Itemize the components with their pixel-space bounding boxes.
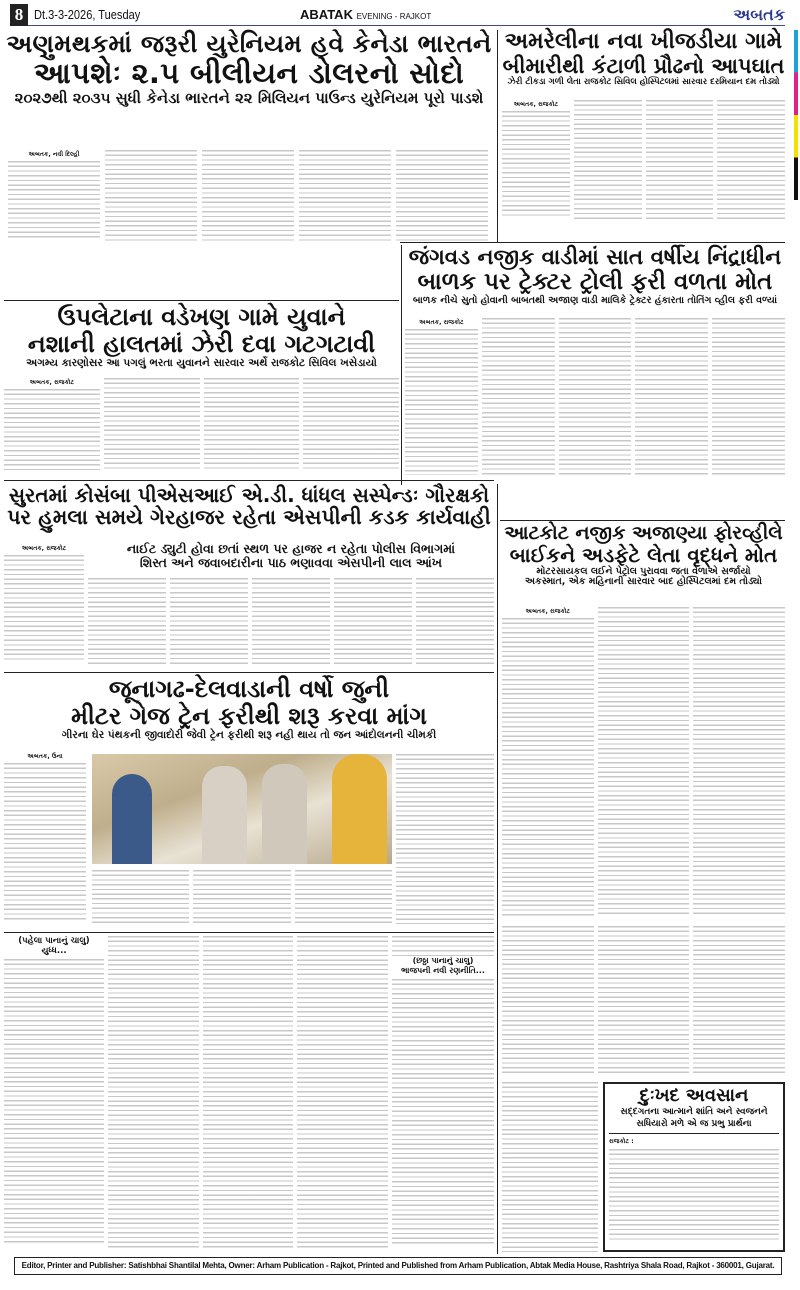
photo-person	[112, 774, 152, 864]
column-text	[297, 936, 388, 1251]
column-text	[8, 161, 100, 241]
byline: અબતક, રાજકોટ	[513, 101, 559, 108]
column-text	[170, 578, 248, 664]
obituary-text	[609, 1149, 779, 1241]
section-rule	[4, 932, 494, 933]
column-text	[4, 389, 100, 471]
byline: અબતક, રાજકોટ	[419, 319, 464, 326]
subheadline: બાળક નીચે સુતો હોવાની બાબતથી અજાણ વાડી માલિકે ટ્રેક્ટર હંકારતા તોતિંગ વ્હીલ ફરી વળ્યાં	[412, 294, 778, 306]
byline: અબતક, રાજકોટ	[21, 545, 67, 552]
headline: પર હુમલા સમયે ગેરહાજર રહેતા એસપીની કડક કાર્યવાહી	[7, 505, 491, 530]
section-rule	[4, 672, 494, 673]
column-text	[204, 378, 300, 472]
headline: મીટર ગેજ ટ્રેન ફરીથી શરૂ કરવા માંગ	[71, 701, 427, 730]
column-text	[88, 578, 166, 664]
continued-title: યુધ્ધ...	[41, 946, 67, 956]
headline: આટકોટ નજીક અજાણ્યા ફોરવ્હીલે	[504, 522, 783, 544]
article-uranium	[4, 30, 494, 245]
column-text	[203, 936, 294, 1251]
column-text	[334, 578, 412, 664]
headline: જૂનાગઢ-દેલવાડાની વર્ષો જુની	[108, 675, 390, 703]
column-text	[396, 150, 488, 242]
page-header	[10, 4, 785, 26]
column-text	[4, 763, 86, 921]
section-rule	[4, 480, 494, 481]
continued-bjp	[392, 936, 494, 1251]
headline: બીમારીથી કંટાળી પ્રૌઢનો આપઘાત	[502, 53, 785, 78]
byline: રાજકોટ :	[609, 1138, 634, 1146]
column-text	[717, 100, 785, 220]
column-text	[193, 870, 290, 924]
masthead-title: ABATAK	[300, 7, 353, 22]
column-rule	[497, 30, 498, 242]
column-text	[252, 578, 330, 664]
continued-war	[4, 936, 104, 1251]
headline: સુરતમાં કોસંબા પીએસઆઈ એ.ડી. ધાંધલ સસ્પેન્ડઃ ગૌરક્ષકો	[8, 483, 490, 507]
subheadline: મોટરસાયકલ લઈને પેટ્રોલ પુરાવવા જતા વેળાએ સર્જાયો	[536, 565, 751, 577]
column-text	[502, 926, 594, 1076]
column-text	[712, 318, 785, 476]
column-rule	[497, 484, 498, 1254]
imprint-footer: Editor, Printer and Publisher: Satishbhai Shantilal Mehta, Owner: Arham Publication - Rajkot, Printed and Published from Arham Publication, Abtak Media House, Rashtriya Shala Road, Rajkot - 360001, Gujarat.	[14, 1257, 782, 1275]
obituary-line: સદ્દગતના આત્માને શાંતિ અને સ્વજનને	[620, 1107, 768, 1118]
article-atkot	[502, 523, 785, 923]
headline: ઉપલેટાના વડેખણ ગામે યુવાને	[57, 303, 346, 331]
article-amreli	[502, 30, 785, 225]
continued-tag: (છઠ્ઠા પાનાનું ચાલુ)	[412, 956, 474, 965]
byline: અબતક, ઉના	[27, 753, 63, 760]
column-text	[4, 555, 84, 660]
section-rule	[400, 242, 785, 243]
continued-tag: (પહેલા પાનાનું ચાલુ)	[18, 936, 90, 946]
issue-date: Dt.3-3-2026, Tuesday	[34, 7, 141, 22]
column-text	[105, 150, 197, 242]
section-rule	[4, 300, 399, 301]
headline: અણુમથકમાં જરૂરી યુરેનિયમ હવે કેનેડા ભારતને	[6, 29, 492, 58]
byline: અબતક, રાજકોટ	[525, 608, 571, 615]
column-text	[396, 754, 494, 924]
column-text	[598, 607, 690, 917]
byline: અબતક, નવી દિલ્હી	[28, 151, 80, 158]
column-text	[108, 936, 199, 1251]
byline: અબતક, રાજકોટ	[29, 379, 75, 386]
column-text	[693, 926, 785, 1076]
page-number: 8	[10, 4, 28, 26]
obituary-box	[603, 1082, 785, 1252]
column-text	[574, 100, 642, 220]
column-text	[502, 111, 570, 219]
subheadline: શિસ્ત અને જવાબદારીના પાઠ ભણાવવા એસપીની લાલ આંખ	[139, 555, 443, 570]
continued-title: ભાજપની નવી રણનીતિ...	[401, 966, 485, 975]
column-text	[392, 936, 494, 956]
column-text	[92, 870, 189, 924]
column-rule	[401, 245, 402, 485]
masthead	[300, 7, 431, 22]
column-text	[559, 318, 632, 476]
column-text	[392, 979, 494, 1247]
photo-person	[202, 766, 247, 864]
photo-person	[262, 764, 307, 864]
subheadline: ૨૦૨૭થી ૨૦૩૫ સુધી કેનેડા ભારતને ૨૨ મિલિયન પાઉન્ડ યુરેનિયમ પૂરો પાડશે	[14, 88, 484, 107]
divider	[609, 1133, 779, 1134]
column-text	[104, 378, 200, 472]
subheadline: અકસ્માત, એક મહિનાની સારવાર બાદ હોસ્પિટલમાં દમ તોડ્યો	[525, 576, 762, 588]
column-text	[295, 870, 392, 924]
column-text	[646, 100, 714, 220]
headline: બાઈકને અડફેટે લેતા વૃદ્ધને મોત	[509, 543, 778, 568]
newspaper-logo: અબતક	[733, 5, 785, 24]
masthead-sub: EVENING - RAJKOT	[356, 12, 432, 21]
column-text	[502, 1082, 598, 1252]
subheadline: ગીરના ઘેર પંથકની જીવાદોરી જેવી ટ્રેન ફરીથી શરૂ નહી થાય તો જન આંદોલનની ચીમકી	[61, 728, 437, 741]
article-upleta	[4, 304, 399, 474]
section-rule	[500, 520, 785, 521]
article-junagadh	[4, 676, 494, 926]
color-registration-mark	[794, 30, 798, 200]
column-text	[482, 318, 555, 476]
obituary-line: સધિયારો મળે એ જ પ્રભુ પ્રાર્થના	[636, 1119, 752, 1130]
column-text	[303, 378, 399, 472]
subheadline: અગમ્ય કારણોસર આ પગલું ભરતા યુવાનને સારવાર અર્થે રાજકોટ સિવિલ ખસેડાયો	[26, 356, 377, 369]
column-text	[598, 926, 690, 1076]
photo-person	[332, 754, 387, 864]
headline: આપશેઃ ૨.૫ બીલીયન ડોલરનો સોદો	[33, 56, 465, 91]
headline: અમરેલીના નવા ખીજડીયા ગામે	[504, 29, 783, 54]
column-text	[4, 959, 104, 1245]
column-text	[202, 150, 294, 242]
headline: બાળક પર ટ્રેક્ટર ટ્રોલી ફરી વળતા મોત	[417, 269, 773, 296]
subheadline: નાઈટ ડ્યુટી હોવા છતાં સ્થળ પર હાજર ન રહેતા પોલીસ વિભાગમાં	[126, 541, 456, 556]
column-text	[299, 150, 391, 242]
column-text	[416, 578, 494, 664]
news-photo	[92, 754, 392, 864]
article-surat	[4, 484, 494, 669]
column-text	[635, 318, 708, 476]
headline: જંગવડ નજીક વાડીમાં સાત વર્ષીય નિંદ્રાધીન	[408, 245, 782, 270]
column-text	[502, 618, 594, 916]
column-text	[693, 607, 785, 917]
headline: નશાની હાલતમાં ઝેરી દવા ગટગટાવી	[27, 329, 376, 358]
subheadline: ઝેરી ટીકડા ગળી લેતા રાજકોટ સિવિલ હોસ્પિટલમાં સારવાર દરમિયાન દમ તોડ્યો	[507, 77, 780, 88]
obituary-title: દુઃખદ અવસાન	[639, 1085, 749, 1106]
article-jangvad	[405, 246, 785, 476]
column-text	[405, 329, 478, 475]
